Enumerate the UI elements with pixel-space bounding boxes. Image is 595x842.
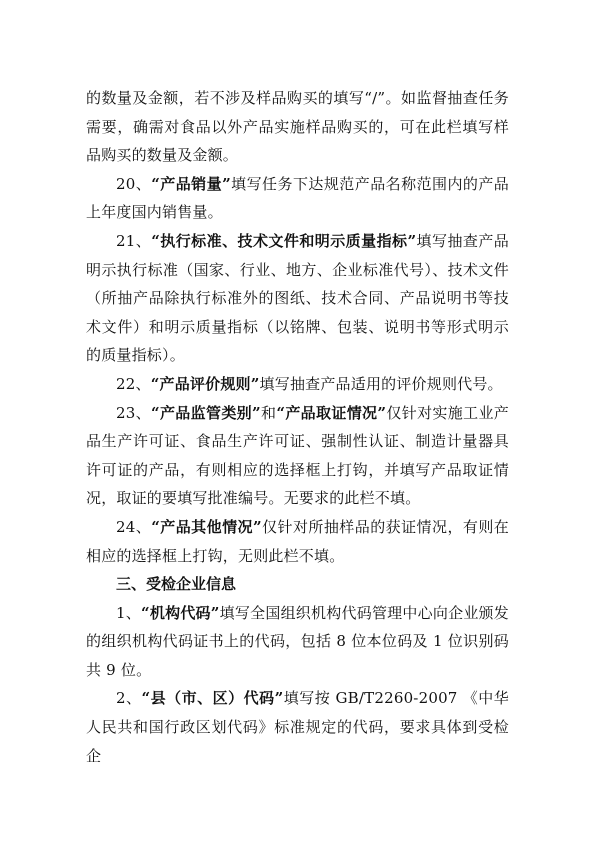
item-text: 仅针对实施工业产品生产许可证、食品生产许可证、强制性认证、制造计量器具许可证的产品，有则相应的选择框上打钩，并填写产品取证情况，取证的要填写批准编号。无要求的此栏不填。 [86, 403, 509, 508]
field-term-certification-status: “产品取证情况” [276, 403, 387, 422]
item-number: 22、 [116, 374, 151, 393]
paragraph-sample-purchase-continued: 的数量及金额，若不涉及样品购买的填写“/”。如监督抽查任务需要，确需对食品以外产品实施样品购买的，可在此栏填写样品购买的数量及金额。 [86, 89, 509, 165]
item-number: 1、 [116, 603, 142, 622]
paragraph-enterprise-item-1 [86, 599, 509, 685]
paragraph-item-22 [86, 370, 509, 399]
item-number: 20、 [116, 174, 152, 193]
item-text: 和 [260, 403, 277, 422]
item-text: 填写按 GB/T2260-2007 《中华人民共和国行政区划代码》标准规定的代码，要求具体到受检企 [86, 689, 509, 765]
paragraph-item-20 [86, 170, 509, 227]
item-text: 填写任务下达规范产品名称范围内的产品上年度国内销售量。 [86, 174, 509, 222]
paragraph-enterprise-item-2 [86, 684, 509, 770]
item-text: 仅针对所抽样品的获证情况，有则在相应的选择框上打钩，无则此栏不填。 [86, 517, 509, 565]
paragraph-item-24 [86, 513, 509, 570]
field-term-supervision-category: “产品监管类别” [150, 403, 261, 422]
field-term-product-sales: “产品销量” [151, 174, 231, 193]
item-number: 24、 [116, 517, 152, 536]
item-number: 23、 [116, 403, 151, 422]
item-text: 填写全国组织机构代码管理中心向企业颁发的组织机构代码证书上的代码，包括 8 位本位码及 1 位识别码共 9 位。 [86, 603, 509, 679]
field-term-other-info: “产品其他情况” [151, 517, 262, 536]
field-term-county-code: “县（市、区）代码” [141, 689, 284, 708]
item-number: 2、 [116, 689, 142, 708]
field-term-org-code: “机构代码” [141, 603, 220, 622]
item-number: 21、 [116, 231, 152, 250]
field-term-standards: “执行标准、技术文件和明示质量指标” [151, 231, 417, 250]
paragraph-item-23 [86, 399, 509, 513]
section-heading-inspected-enterprise: 三、受检企业信息 [116, 575, 237, 594]
paragraph-item-21 [86, 227, 509, 370]
item-text: 填写抽查产品适用的评价规则代号。 [259, 374, 503, 393]
item-text: 填写抽查产品明示执行标准（国家、行业、地方、企业标准代号）、技术文件（所抽产品除执行标准外的图纸、技术合同、产品说明书等技术文件）和明示质量指标（以铭牌、包装、说明书等形式明示的质量指标）。 [86, 231, 509, 365]
field-term-evaluation-rules: “产品评价规则” [150, 374, 260, 393]
